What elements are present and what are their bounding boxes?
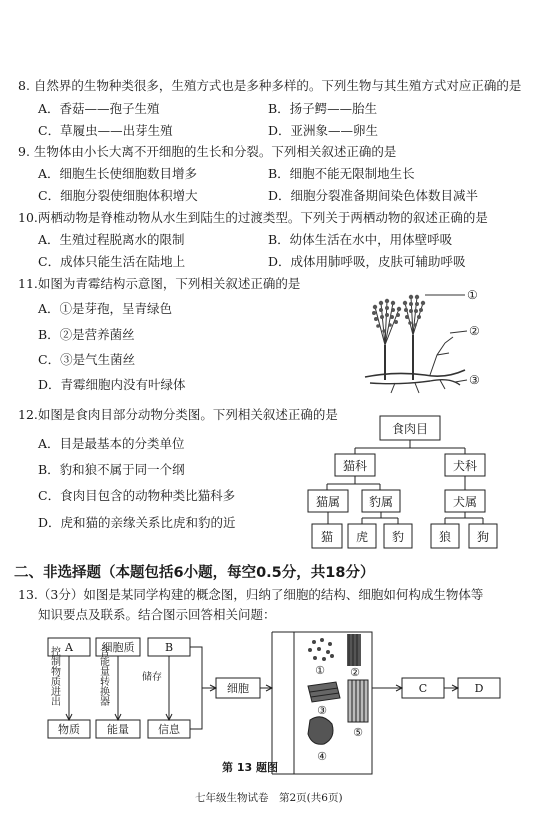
concept-A: A bbox=[65, 641, 73, 654]
canidae-label: 犬科 bbox=[452, 459, 478, 473]
q10-option-b: B．幼体生活在水中，用体壁呼吸 bbox=[268, 232, 453, 247]
concept-C: C bbox=[418, 682, 428, 695]
cat-label: 猫 bbox=[320, 530, 334, 544]
q8-stem: 8. 自然界的生物种类很多，生殖方式也是多种多样的。下列生物与其生殖方式对应正确的是 bbox=[18, 78, 522, 93]
tiger-label: 虎 bbox=[355, 530, 369, 544]
concept-substance: 物质 bbox=[58, 723, 80, 736]
panthera-label: 豹属 bbox=[368, 495, 394, 509]
num-1: ① bbox=[315, 664, 325, 677]
concept-cell: 细胞 bbox=[227, 682, 249, 695]
q8-option-a: A．香菇——孢子生殖 bbox=[38, 101, 160, 116]
q9-option-b: B．细胞不能无限制地生长 bbox=[268, 166, 415, 181]
q10-option-d: D．成体用肺呼吸，皮肤可辅助呼吸 bbox=[268, 254, 466, 269]
penicillium-diagram bbox=[355, 285, 485, 405]
page-footer: 七年级生物试卷 第2页(共6页) bbox=[195, 792, 343, 804]
concept-energy: 能量 bbox=[107, 723, 129, 736]
q11-option-a: A．①是芽孢，呈青绿色 bbox=[38, 301, 173, 316]
q8-option-d: D．亚洲象——卵生 bbox=[268, 123, 379, 138]
q8-option-b: B．扬子鳄——胎生 bbox=[268, 101, 378, 116]
q9-option-d: D．细胞分裂准备期间染色体数目减半 bbox=[268, 188, 479, 203]
q9-option-c: C．细胞分裂使细胞体积增大 bbox=[38, 188, 198, 203]
q12-option-c: C．食肉目包含的动物种类比猫科多 bbox=[38, 488, 236, 503]
verb-control: 控制物质进出 bbox=[48, 646, 60, 706]
canis-label: 犬属 bbox=[452, 495, 478, 509]
q9-stem: 9. 生物体由小长大离不开细胞的生长和分裂。下列相关叙述正确的是 bbox=[18, 144, 397, 159]
q8-option-c: C．草履虫——出芽生殖 bbox=[38, 123, 173, 138]
q11-option-b: B．②是营养菌丝 bbox=[38, 327, 135, 342]
num-3: ③ bbox=[317, 704, 327, 717]
label-3: ③ bbox=[469, 373, 480, 387]
q10-option-c: C．成体只能生活在陆地上 bbox=[38, 254, 186, 269]
concept-information: 信息 bbox=[158, 723, 180, 736]
section-heading: 二、非选择题（本题包括6小题，每空0.5分，共18分） bbox=[14, 565, 375, 581]
wolf-label: 狼 bbox=[438, 530, 452, 544]
q11-stem: 11.如图为青霉结构示意图，下列相关叙述正确的是 bbox=[18, 276, 301, 291]
q12-stem: 12.如图是食肉目部分动物分类图。下列相关叙述正确的是 bbox=[18, 407, 338, 422]
q11-option-c: C．③是气生菌丝 bbox=[38, 352, 136, 367]
q11-option-d: D．青霉细胞内没有叶绿体 bbox=[38, 377, 186, 392]
leopard-label: 豹 bbox=[391, 530, 405, 544]
q13-stem-line1: 13.（3分）如图是某同学构建的概念图，归纳了细胞的结构、细胞如何构成生物体等 bbox=[18, 587, 484, 602]
q13-stem-line2: 知识要点及联系。结合图示回答相关问题： bbox=[38, 607, 276, 622]
num-2: ② bbox=[350, 666, 360, 679]
verb-converter: 含能量转换器 bbox=[97, 646, 109, 706]
q12-option-d: D．虎和猫的亲缘关系比虎和豹的近 bbox=[38, 515, 236, 530]
classification-tree bbox=[300, 408, 510, 553]
q12-option-a: A．目是最基本的分类单位 bbox=[38, 436, 185, 451]
concept-map bbox=[40, 628, 520, 778]
dog-label: 狗 bbox=[476, 530, 490, 544]
concept-B: B bbox=[164, 641, 174, 654]
felidae-label: 猫科 bbox=[342, 459, 368, 473]
num-4: ④ bbox=[317, 750, 327, 763]
verb-store: 储存 bbox=[142, 672, 162, 683]
num-5: ⑤ bbox=[353, 726, 363, 739]
label-1: ① bbox=[467, 288, 478, 302]
concept-membrane: 细胞质 bbox=[101, 641, 135, 654]
order-label: 食肉目 bbox=[391, 422, 429, 436]
q10-option-a: A．生殖过程脱离水的限制 bbox=[38, 232, 185, 247]
concept-D: D bbox=[474, 682, 484, 695]
label-2: ② bbox=[469, 324, 480, 338]
felis-label: 猫属 bbox=[315, 495, 341, 509]
q10-stem: 10.两栖动物是脊椎动物从水生到陆生的过渡类型。下列关于两栖动物的叙述正确的是 bbox=[18, 210, 488, 225]
figure-caption: 第 13 题图 bbox=[222, 761, 278, 774]
q12-option-b: B．豹和狼不属于同一个纲 bbox=[38, 462, 185, 477]
q9-option-a: A．细胞生长使细胞数目增多 bbox=[38, 166, 198, 181]
